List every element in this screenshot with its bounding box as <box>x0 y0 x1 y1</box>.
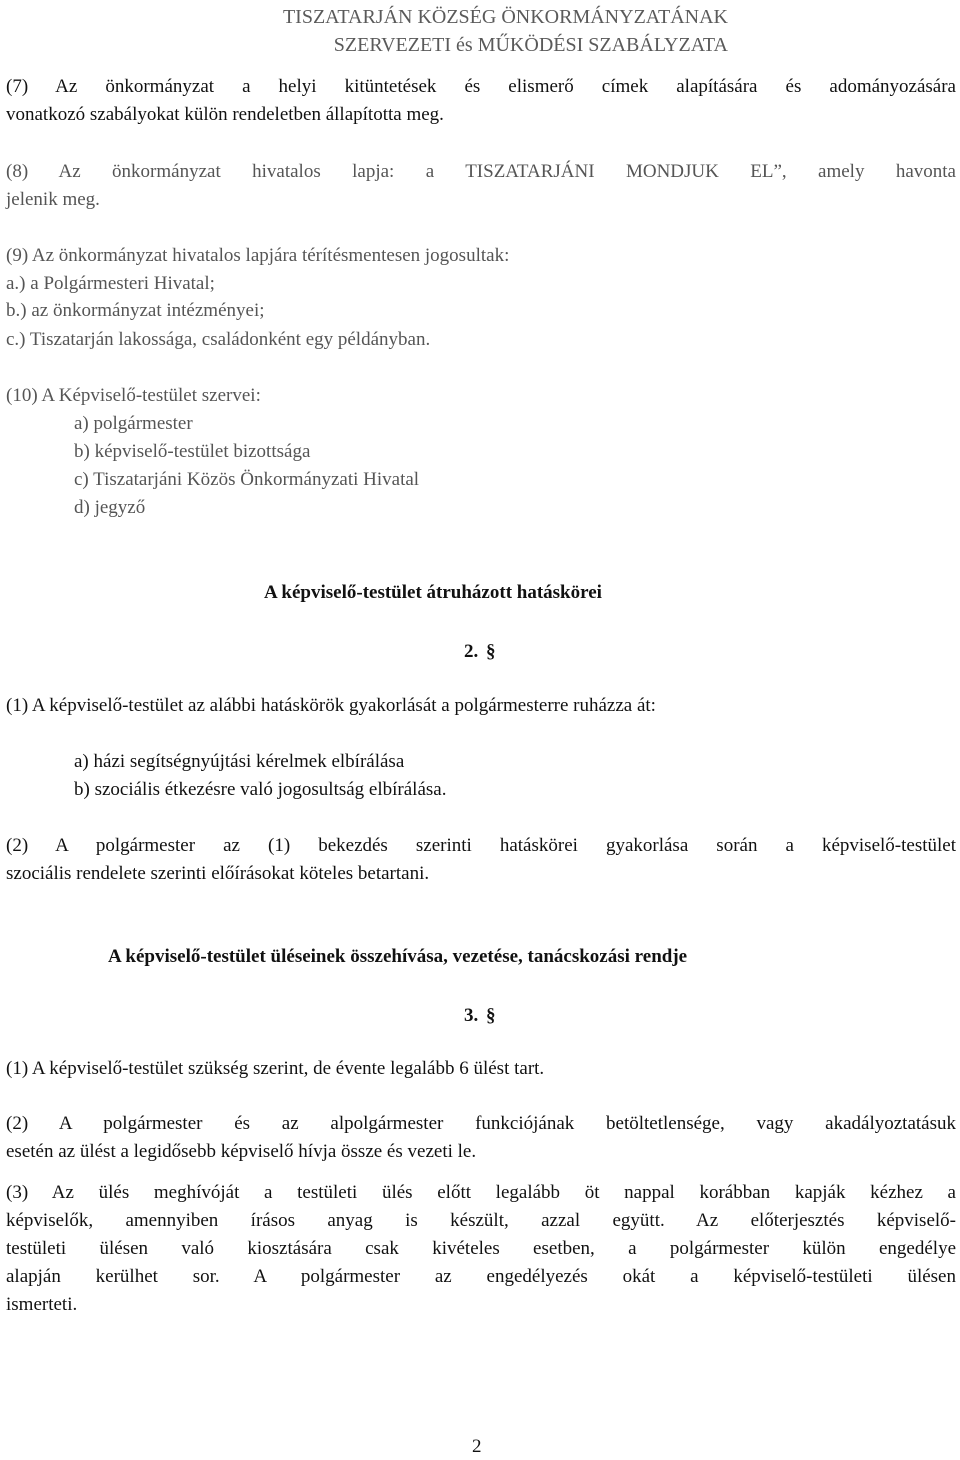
section-3-number: 3. <box>464 1005 479 1026</box>
section-3-paragraph-2-line2: esetén az ülést a legidősebb képviselő hívja össze és vezeti le. <box>6 1141 477 1162</box>
page-number: 2 <box>472 1436 482 1457</box>
section-2-paragraph-2-line1: (2) A polgármester az (1) bekezdés szerinti hatáskörei gyakorlása során a képviselő-testület <box>6 835 956 856</box>
section-3-paragraph-3-line5: ismerteti. <box>6 1294 78 1315</box>
header-title-line2: SZERVEZETI és MŰKÖDÉSI SZABÁLYZATA <box>333 34 728 56</box>
section-3-heading: A képviselő-testület üléseinek összehívása, vezetése, tanácskozási rendje <box>108 946 688 967</box>
paragraph-8-line2: jelenik meg. <box>6 189 100 210</box>
paragraph-10-intro: (10) A Képviselő-testület szervei: <box>6 385 261 406</box>
section-3-paragraph-3-line1: (3) Az ülés meghívóját a testületi ülés előtt legalább öt nappal korábban kapják kézhez a <box>6 1182 956 1203</box>
paragraph-8-line1: (8) Az önkormányzat hivatalos lapja: a TISZATARJÁNI MONDJUK EL”, amely havonta <box>6 161 956 182</box>
section-3-paragraph-3-line4: alapján kerülhet sor. A polgármester az engedélyezés okát a képviselő-testületi ülésen <box>6 1266 956 1287</box>
paragraph-9-item-b: b.) az önkormányzat intézményei; <box>6 300 265 321</box>
section-3-paragraph-3-line3: testületi ülésen való kiosztására csak kivételes esetben, a polgármester külön engedélye <box>6 1238 956 1259</box>
section-sign-icon: § <box>486 641 496 662</box>
paragraph-9-intro: (9) Az önkormányzat hivatalos lapjára térítésmentesen jogosultak: <box>6 245 510 266</box>
section-3-paragraph-2-line1: (2) A polgármester és az alpolgármester funkciójának betöltetlensége, vagy akadályoztatásuk <box>6 1113 956 1134</box>
section-2-paragraph-1: (1) A képviselő-testület az alábbi hatáskörök gyakorlását a polgármesterre ruházza át: <box>6 695 656 716</box>
section-sign-icon: § <box>486 1005 496 1026</box>
paragraph-10-item-c: c) Tiszatarjáni Közös Önkormányzati Hivatal <box>74 469 420 490</box>
section-2-item-a: a) házi segítségnyújtási kérelmek elbírálása <box>74 751 405 772</box>
paragraph-9-item-c: c.) Tiszatarján lakossága, családonként egy példányban. <box>6 329 431 350</box>
paragraph-10-item-d: d) jegyző <box>74 497 146 518</box>
section-2-item-b: b) szociális étkezésre való jogosultság elbírálása. <box>74 779 447 800</box>
paragraph-7-line2: vonatkozó szabályokat külön rendeletben állapította meg. <box>6 104 444 125</box>
paragraph-9-item-a: a.) a Polgármesteri Hivatal; <box>6 273 215 294</box>
section-2-number: 2. <box>464 641 479 662</box>
paragraph-10-item-b: b) képviselő-testület bizottsága <box>74 441 311 462</box>
paragraph-10-item-a: a) polgármester <box>74 413 193 434</box>
section-2-heading: A képviselő-testület átruházott hatáskörei <box>264 582 602 603</box>
header-title-line1: TISZATARJÁN KÖZSÉG ÖNKORMÁNYZATÁNAK <box>282 6 728 28</box>
paragraph-7-line1: (7) Az önkormányzat a helyi kitüntetések és elismerő címek alapítására és adományozására <box>6 76 956 97</box>
section-2-paragraph-2-line2: szociális rendelete szerinti előírásokat köteles betartani. <box>6 863 430 884</box>
section-3-paragraph-3-line2: képviselők, amennyiben írásos anyag is készült, azzal együtt. Az előterjesztés képviselő- <box>6 1210 956 1231</box>
section-3-paragraph-1: (1) A képviselő-testület szükség szerint, de évente legalább 6 ülést tart. <box>6 1058 545 1079</box>
